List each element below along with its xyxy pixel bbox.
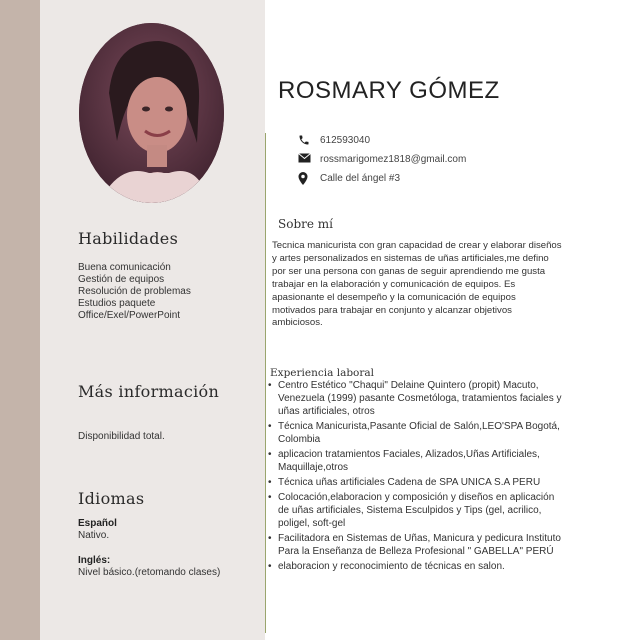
about-text: Tecnica manicurista con gran capacidad de crear y elaborar diseños y artes personalizados en sistemas de uñas artificiales,me defino por ser una persona con ganas de seguir aprendiendo me gusta trabajar en la elaboración y comunicación de equipos. Es apasionante el desempeño y la comunicación de equipos motivados para trabajar en conjunto y alcanzar objetivos ambiciosos. (272, 240, 562, 329)
experience-item: • elaboracion y reconocimiento de técnicas en salon. (268, 560, 564, 573)
experience-list (268, 379, 564, 575)
language-entry (78, 555, 258, 579)
side-color-band (0, 0, 40, 640)
phone-icon (298, 134, 312, 146)
contact-phone (298, 134, 370, 146)
experience-item: • Centro Estético "Chaqui" Delaine Quintero (propit) Macuto, Venezuela (1999) pasante Cosmetóloga, tratamientos faciales y uñas artificiales, otros (268, 379, 564, 418)
languages-title: Idiomas (78, 489, 145, 508)
location-pin-icon (298, 172, 312, 184)
skills-list (78, 262, 258, 322)
skill-item: Gestión de equipos (78, 274, 165, 285)
experience-item: • Facilitadora en Sistemas de Uñas, Manicura y pedicura Instituto Para la Enseñanza de Belleza Profesional " GABELLA" PERÚ (268, 532, 564, 558)
language-entry (78, 518, 258, 542)
address-text: Calle del ángel #3 (320, 172, 401, 184)
experience-title: Experiencia laboral (270, 367, 375, 379)
experience-item: • aplicacion tratamientos Faciales, Alizados,Uñas Artificiales, Maquillaje,otros (268, 448, 564, 474)
about-title: Sobre mí (278, 217, 333, 231)
email-icon (298, 153, 312, 165)
language-level: Nivel básico.(retomando clases) (78, 567, 221, 578)
language-level: Nativo. (78, 530, 110, 541)
more-info-title: Más información (78, 382, 220, 401)
skill-item: Estudios paquete (78, 298, 156, 309)
profile-photo (79, 23, 224, 203)
experience-item: • Técnica uñas artificiales Cadena de SPA UNICA S.A PERU (268, 476, 564, 489)
language-name: Inglés: (78, 555, 111, 566)
phone-number: 612593040 (320, 134, 371, 146)
skill-item: Resolución de problemas (78, 286, 191, 297)
person-name: ROSMARY GÓMEZ (278, 77, 500, 104)
skills-title: Habilidades (78, 229, 179, 248)
email-address: rossmarigomez1818@gmail.com (320, 153, 467, 165)
experience-item: • Colocación,elaboracion y composición y diseños en aplicación de uñas artificiales, Sistema Esculpidos y Tips (gel, acrilico, poligel, soft-gel (268, 491, 564, 530)
skill-item: Buena comunicación (78, 262, 171, 273)
contact-email (298, 153, 466, 165)
skill-item: Office/Exel/PowerPoint (78, 310, 181, 321)
language-name: Español (78, 518, 117, 529)
column-divider (265, 133, 266, 633)
more-info-text: Disponibilidad total. (78, 431, 165, 442)
experience-item: • Técnica Manicurista,Pasante Oficial de Salón,LEO'SPA Bogotá, Colombia (268, 420, 564, 446)
contact-address (298, 172, 400, 184)
